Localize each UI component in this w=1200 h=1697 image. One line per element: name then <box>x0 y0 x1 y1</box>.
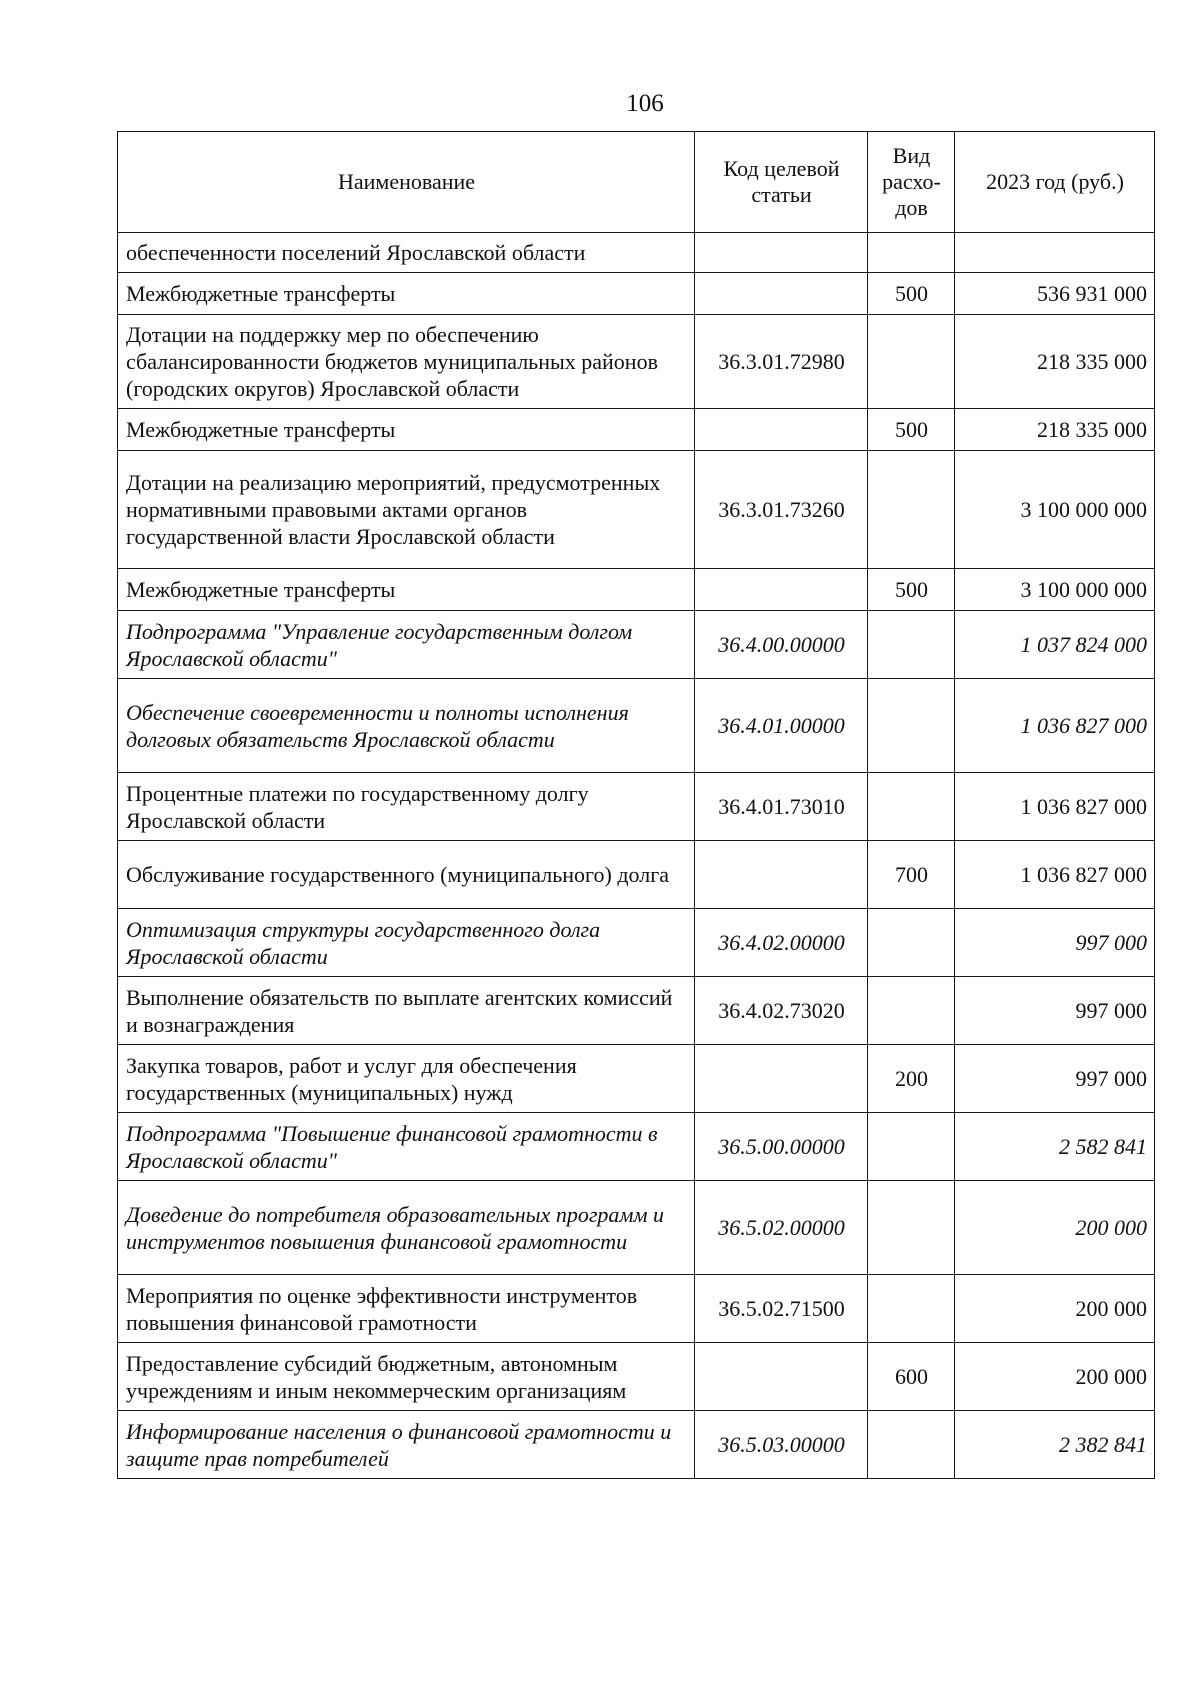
row-code-cell: 36.4.01.73010 <box>695 773 868 841</box>
header-type: Вид расхо-дов <box>868 132 955 233</box>
row-sum-cell: 218 335 000 <box>955 315 1155 409</box>
row-sum-cell: 1 036 827 000 <box>955 773 1155 841</box>
row-sum-cell: 200 000 <box>955 1343 1155 1411</box>
row-name-cell: Закупка товаров, работ и услуг для обеспечения государственных (муниципальных) нужд <box>118 1045 695 1113</box>
row-name-cell: Обслуживание государственного (муниципального) долга <box>118 841 695 909</box>
row-code-cell: 36.3.01.72980 <box>695 315 868 409</box>
header-name: Наименование <box>118 132 695 233</box>
row-code-cell: 36.5.03.00000 <box>695 1411 868 1479</box>
table-row <box>118 1275 1155 1343</box>
row-code-cell: 36.4.02.73020 <box>695 977 868 1045</box>
row-sum-cell: 1 036 827 000 <box>955 841 1155 909</box>
row-name-cell: Информирование населения о финансовой грамотности и защите прав потребителей <box>118 1411 695 1479</box>
budget-table <box>117 131 1155 1479</box>
table-row <box>118 909 1155 977</box>
table-row <box>118 1411 1155 1479</box>
row-code-cell: 36.4.02.00000 <box>695 909 868 977</box>
table-row <box>118 611 1155 679</box>
table-row <box>118 841 1155 909</box>
row-code-cell: 36.4.00.00000 <box>695 611 868 679</box>
row-sum-cell: 3 100 000 000 <box>955 451 1155 569</box>
row-type-cell <box>868 977 955 1045</box>
row-type-cell: 600 <box>868 1343 955 1411</box>
row-name-cell: Подпрограмма "Повышение финансовой грамотности в Ярославской области" <box>118 1113 695 1181</box>
row-type-cell: 700 <box>868 841 955 909</box>
row-name-cell: Процентные платежи по государственному долгу Ярославской области <box>118 773 695 841</box>
table-row <box>118 233 1155 273</box>
row-name-cell: Выполнение обязательств по выплате агентских комиссий и вознаграждения <box>118 977 695 1045</box>
row-code-cell: 36.3.01.73260 <box>695 451 868 569</box>
table-row <box>118 569 1155 611</box>
table-row <box>118 1181 1155 1275</box>
row-sum-cell: 997 000 <box>955 909 1155 977</box>
header-code: Код целевой статьи <box>695 132 868 233</box>
header-sum: 2023 год (руб.) <box>955 132 1155 233</box>
row-sum-cell: 200 000 <box>955 1181 1155 1275</box>
row-sum-cell: 536 931 000 <box>955 273 1155 315</box>
table-row <box>118 773 1155 841</box>
row-name-cell: Обеспечение своевременности и полноты исполнения долговых обязательств Ярославской области <box>118 679 695 773</box>
row-sum-cell: 1 037 824 000 <box>955 611 1155 679</box>
row-sum-cell: 997 000 <box>955 977 1155 1045</box>
row-sum-cell: 2 382 841 <box>955 1411 1155 1479</box>
row-type-cell <box>868 233 955 273</box>
row-name-cell: Межбюджетные трансферты <box>118 409 695 451</box>
table-row <box>118 679 1155 773</box>
row-type-cell: 500 <box>868 409 955 451</box>
row-type-cell: 500 <box>868 273 955 315</box>
row-type-cell <box>868 315 955 409</box>
row-sum-cell: 997 000 <box>955 1045 1155 1113</box>
row-code-cell: 36.5.02.00000 <box>695 1181 868 1275</box>
row-code-cell: 36.5.02.71500 <box>695 1275 868 1343</box>
row-name-cell: обеспеченности поселений Ярославской области <box>118 233 695 273</box>
row-code-cell <box>695 841 868 909</box>
row-sum-cell: 3 100 000 000 <box>955 569 1155 611</box>
row-name-cell: Дотации на поддержку мер по обеспечению сбалансированности бюджетов муниципальных районов (городских округов) Ярославской области <box>118 315 695 409</box>
row-code-cell: 36.5.00.00000 <box>695 1113 868 1181</box>
row-type-cell: 500 <box>868 569 955 611</box>
row-code-cell <box>695 233 868 273</box>
row-sum-cell <box>955 233 1155 273</box>
table-row <box>118 1113 1155 1181</box>
row-type-cell <box>868 679 955 773</box>
row-name-cell: Оптимизация структуры государственного долга Ярославской области <box>118 909 695 977</box>
row-name-cell: Межбюджетные трансферты <box>118 569 695 611</box>
row-code-cell: 36.4.01.00000 <box>695 679 868 773</box>
table-row <box>118 273 1155 315</box>
row-sum-cell: 1 036 827 000 <box>955 679 1155 773</box>
row-type-cell <box>868 1275 955 1343</box>
row-type-cell <box>868 611 955 679</box>
table-row <box>118 409 1155 451</box>
row-sum-cell: 2 582 841 <box>955 1113 1155 1181</box>
table-row <box>118 315 1155 409</box>
row-code-cell <box>695 569 868 611</box>
page-number: 106 <box>626 90 664 117</box>
row-name-cell: Дотации на реализацию мероприятий, предусмотренных нормативными правовыми актами органов государственной власти Ярославской области <box>118 451 695 569</box>
row-type-cell <box>868 1411 955 1479</box>
row-type-cell <box>868 909 955 977</box>
row-code-cell <box>695 273 868 315</box>
table-row <box>118 977 1155 1045</box>
row-code-cell <box>695 1045 868 1113</box>
table-body <box>118 233 1155 1479</box>
row-code-cell <box>695 409 868 451</box>
row-sum-cell: 218 335 000 <box>955 409 1155 451</box>
row-type-cell <box>868 1181 955 1275</box>
table-row <box>118 1045 1155 1113</box>
row-type-cell <box>868 451 955 569</box>
row-name-cell: Предоставление субсидий бюджетным, автономным учреждениям и иным некоммерческим организациям <box>118 1343 695 1411</box>
row-name-cell: Доведение до потребителя образовательных программ и инструментов повышения финансовой грамотности <box>118 1181 695 1275</box>
row-type-cell: 200 <box>868 1045 955 1113</box>
row-name-cell: Межбюджетные трансферты <box>118 273 695 315</box>
table-row <box>118 1343 1155 1411</box>
row-name-cell: Мероприятия по оценке эффективности инструментов повышения финансовой грамотности <box>118 1275 695 1343</box>
table-header-row <box>118 132 1155 233</box>
row-name-cell: Подпрограмма "Управление государственным долгом Ярославской области" <box>118 611 695 679</box>
row-sum-cell: 200 000 <box>955 1275 1155 1343</box>
row-type-cell <box>868 773 955 841</box>
table-row <box>118 451 1155 569</box>
row-code-cell <box>695 1343 868 1411</box>
row-type-cell <box>868 1113 955 1181</box>
